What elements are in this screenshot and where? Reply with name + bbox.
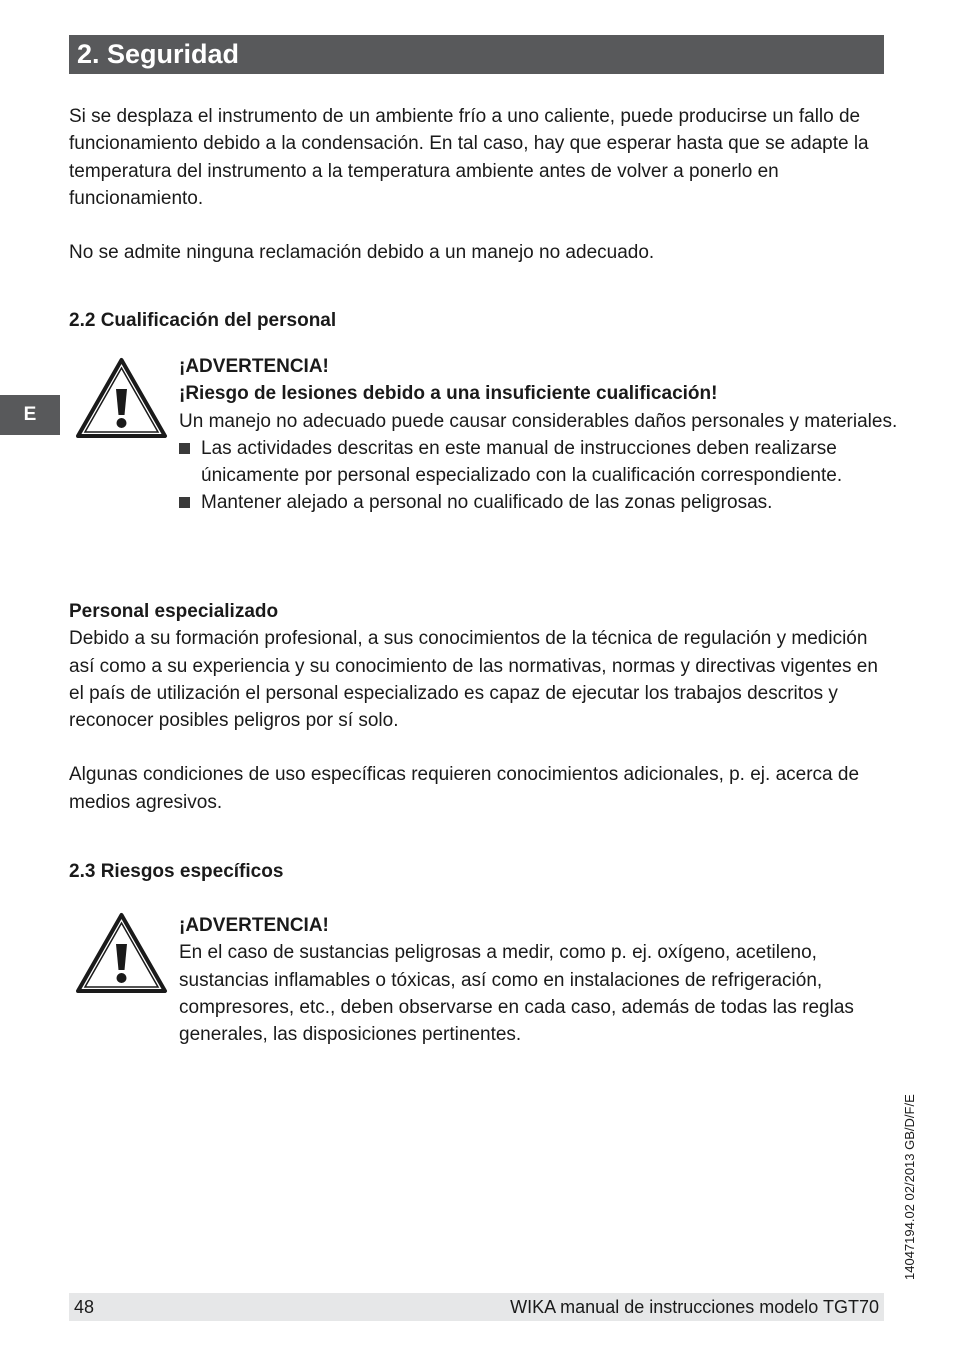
bullet-text: Las actividades descritas en este manual de instrucciones deben realizarse únicamente por personal especializado con la cualificación correspondiente. <box>201 437 843 487</box>
page-footer <box>69 1293 884 1321</box>
list-item <box>179 489 909 516</box>
warning-title: ¡ADVERTENCIA! <box>179 915 329 936</box>
page-number: 48 <box>74 1297 95 1317</box>
bullet-square-icon <box>179 443 190 454</box>
warning-subtitle: ¡Riesgo de lesiones debido a una insuficiente cualificación! <box>179 383 718 405</box>
warning-text: Un manejo no adecuado puede causar considerables daños personales y materiales. <box>179 410 898 432</box>
personal-paragraph-1: Debido a su formación profesional, a sus conocimientos de la técnica de regulación y medición así como a su experiencia y su conocimiento de las normativas, normas y directivas vigentes en el país de utilización el personal especializado es capaz de ejecutar los trabajos descritos y reconocer posibles peligros por sí solo. <box>69 628 878 732</box>
personal-heading: Personal especializado <box>69 601 279 622</box>
list-item <box>179 435 909 490</box>
section-heading-2-3: 2.3 Riesgos específicos <box>69 861 284 882</box>
warning-title: ¡ADVERTENCIA! <box>179 356 329 377</box>
page-title: 2. Seguridad <box>77 39 240 69</box>
intro-text <box>69 103 889 266</box>
personal-paragraph-2: Algunas condiciones de uso específicas requieren conocimientos adicionales, p. ej. acerca de medios agresivos. <box>69 764 860 813</box>
intro-paragraph-1: Si se desplaza el instrumento de un ambiente frío a uno caliente, puede producirse un fallo de funcionamiento debido a la condensación. En tal caso, hay que esperar hasta que se adapte la temperatura del instrumento a la temperatura ambiente antes de volver a ponerlo en funcionamiento. <box>69 106 869 209</box>
section-title-bar <box>69 35 884 74</box>
warning-triangle-icon <box>75 357 168 439</box>
footer-doc-title: WIKA manual de instrucciones modelo TGT70 <box>510 1297 879 1317</box>
intro-paragraph-2: No se admite ninguna reclamación debido a un manejo no adecuado. <box>69 242 655 264</box>
language-tab: E <box>0 395 60 435</box>
warning-triangle-icon <box>75 912 168 994</box>
document-code: 14047194.02 02/2013 GB/D/F/E <box>902 1094 917 1280</box>
warning-text: En el caso de sustancias peligrosas a medir, como p. ej. oxígeno, acetileno, sustancias inflamables o tóxicas, así como en instalaciones de refrigeración, compresores, etc., deben observarse en cada caso, además de todas las reglas generales, las disposiciones pertinentes. <box>179 942 854 1046</box>
personal-section <box>69 598 889 816</box>
warning-block-qualification <box>179 353 909 517</box>
bullet-text: Mantener alejado a personal no cualificado de las zonas peligrosas. <box>201 492 773 514</box>
bullet-square-icon <box>179 497 190 508</box>
warning-block-risks <box>179 912 879 1048</box>
section-heading-2-2: 2.2 Cualificación del personal <box>69 310 337 331</box>
